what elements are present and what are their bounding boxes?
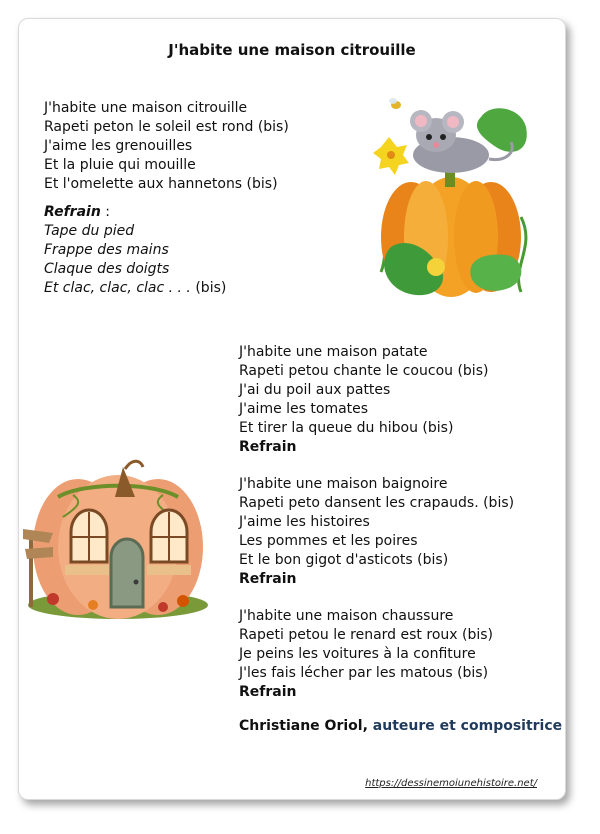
refrain-heading: Refrain :	[44, 204, 110, 220]
verse-line: Et le bon gigot d'asticots (bis)	[239, 552, 449, 568]
verse-1	[44, 99, 289, 298]
verse-line: Je peins les voitures à la confiture	[239, 646, 476, 662]
verse-line: Et tirer la queue du hibou (bis)	[239, 420, 454, 436]
verse-line: J'habite une maison citrouille	[44, 100, 248, 116]
source-link[interactable]: https://dessinemoiunehistoire.net/	[365, 778, 537, 789]
pumpkin-house-illustration	[23, 437, 213, 637]
refrain-line: Claque des doigts	[44, 261, 170, 277]
page-title: J'habite une maison citrouille	[168, 41, 416, 59]
verse-line: J'habite une maison patate	[239, 344, 428, 360]
verse-line: Rapeti petou chante le coucou (bis)	[239, 363, 489, 379]
verse-line: J'habite une maison baignoire	[239, 476, 448, 492]
page-sheet	[18, 18, 566, 800]
verse-line: Et la pluie qui mouille	[44, 157, 196, 173]
verse-line: Et l'omelette aux hannetons (bis)	[44, 176, 278, 192]
refrain-marker: Refrain	[239, 439, 297, 455]
verse-line: J'les fais lécher par les matous (bis)	[239, 665, 489, 681]
refrain-marker: Refrain	[239, 684, 297, 700]
pumpkin-mouse-illustration	[371, 97, 531, 302]
author-role: auteure et compositrice	[367, 718, 563, 734]
verse-line: J'habite une maison chaussure	[239, 608, 454, 624]
refrain-line: Tape du pied	[44, 223, 135, 239]
refrain-line-last: Et clac, clac, clac . . . (bis)	[44, 280, 227, 296]
verse-line: J'aime les grenouilles	[44, 138, 193, 154]
refrain-marker: Refrain	[239, 571, 297, 587]
author-name: Christiane Oriol,	[239, 718, 368, 734]
verse-line: J'ai du poil aux pattes	[239, 382, 391, 398]
verse-line: Les pommes et les poires	[239, 533, 418, 549]
verse-line: Rapeti peto dansent les crapauds. (bis)	[239, 495, 515, 511]
verse-line: Rapeti petou le renard est roux (bis)	[239, 627, 493, 643]
verse-line: Rapeti peton le soleil est rond (bis)	[44, 119, 289, 135]
verse-line: J'aime les tomates	[239, 401, 369, 417]
author-credit	[239, 718, 562, 734]
refrain-line: Frappe des mains	[44, 242, 169, 258]
verse-line: J'aime les histoires	[239, 514, 370, 530]
verses-2-4	[239, 343, 514, 702]
